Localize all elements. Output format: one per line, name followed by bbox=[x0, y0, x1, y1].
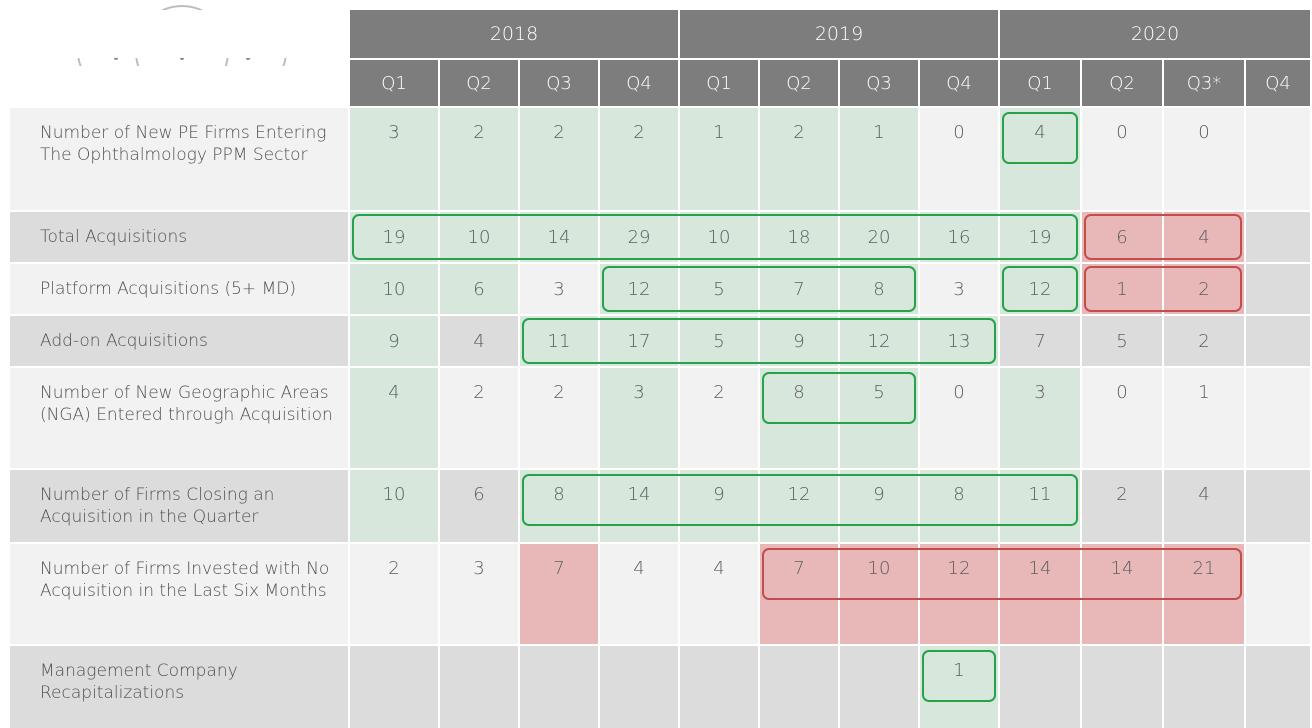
data-cell: 1 bbox=[840, 108, 918, 210]
data-cell: 3 bbox=[520, 264, 598, 314]
data-cell: 8 bbox=[840, 264, 918, 314]
row-label: Number of Firms Closing an Acquisition in the Quarter bbox=[10, 470, 348, 542]
data-cell: 2 bbox=[350, 544, 438, 644]
data-cell: 2 bbox=[440, 108, 518, 210]
data-cell: 2 bbox=[520, 108, 598, 210]
data-cell bbox=[760, 646, 838, 728]
data-cell: 12 bbox=[840, 316, 918, 366]
quarter-header: Q1 bbox=[350, 60, 438, 106]
data-cell: 20 bbox=[840, 212, 918, 262]
data-cell: 14 bbox=[1082, 544, 1162, 644]
quarter-header: Q1 bbox=[1000, 60, 1080, 106]
data-cell: 13 bbox=[920, 316, 998, 366]
data-cell: 7 bbox=[520, 544, 598, 644]
quarter-header: Q3* bbox=[1164, 60, 1244, 106]
data-cell: 3 bbox=[350, 108, 438, 210]
data-cell bbox=[1246, 264, 1310, 314]
data-cell: 14 bbox=[600, 470, 678, 542]
quarter-header: Q4 bbox=[1246, 60, 1310, 106]
data-cell: 1 bbox=[680, 108, 758, 210]
data-cell: 1 bbox=[920, 646, 998, 728]
data-cell bbox=[1164, 646, 1244, 728]
data-cell: 4 bbox=[1164, 212, 1244, 262]
data-cell: 0 bbox=[920, 368, 998, 468]
year-header-2019: 2019 bbox=[680, 10, 998, 58]
data-cell: 12 bbox=[1000, 264, 1080, 314]
data-cell: 4 bbox=[1164, 470, 1244, 542]
data-cell: 12 bbox=[920, 544, 998, 644]
data-cell: 10 bbox=[840, 544, 918, 644]
data-cell bbox=[350, 646, 438, 728]
header-blank bbox=[10, 10, 348, 58]
quarter-header: Q4 bbox=[920, 60, 998, 106]
data-cell: 4 bbox=[600, 544, 678, 644]
data-cell: 9 bbox=[680, 470, 758, 542]
data-cell: 2 bbox=[760, 108, 838, 210]
row-label: Platform Acquisitions (5+ MD) bbox=[10, 264, 348, 314]
year-header-2020: 2020 bbox=[1000, 10, 1310, 58]
data-cell: 0 bbox=[1082, 108, 1162, 210]
data-cell: 8 bbox=[760, 368, 838, 468]
data-cell: 14 bbox=[1000, 544, 1080, 644]
data-cell: 0 bbox=[1082, 368, 1162, 468]
data-cell: 10 bbox=[440, 212, 518, 262]
data-cell: 12 bbox=[760, 470, 838, 542]
data-cell: 1 bbox=[1082, 264, 1162, 314]
data-cell: 6 bbox=[1082, 212, 1162, 262]
year-header-2018: 2018 bbox=[350, 10, 678, 58]
data-cell bbox=[1246, 646, 1310, 728]
data-cell: 0 bbox=[1164, 108, 1244, 210]
data-cell: 8 bbox=[520, 470, 598, 542]
data-cell bbox=[1246, 316, 1310, 366]
data-cell: 2 bbox=[1164, 264, 1244, 314]
data-cell: 7 bbox=[760, 264, 838, 314]
data-cell: 6 bbox=[440, 470, 518, 542]
quarter-header: Q3 bbox=[840, 60, 918, 106]
data-cell: 9 bbox=[840, 470, 918, 542]
row-label: Number of New Geographic Areas (NGA) Entered through Acquisition bbox=[10, 368, 348, 468]
data-cell bbox=[840, 646, 918, 728]
data-cell: 2 bbox=[1164, 316, 1244, 366]
data-cell: 4 bbox=[680, 544, 758, 644]
data-cell: 5 bbox=[680, 316, 758, 366]
data-cell: 10 bbox=[680, 212, 758, 262]
data-cell: 1 bbox=[1164, 368, 1244, 468]
data-cell: 2 bbox=[440, 368, 518, 468]
quarter-header: Q2 bbox=[1082, 60, 1162, 106]
data-cell: 5 bbox=[840, 368, 918, 468]
data-cell: 2 bbox=[1082, 470, 1162, 542]
data-cell bbox=[1246, 368, 1310, 468]
data-cell: 9 bbox=[760, 316, 838, 366]
data-cell: 3 bbox=[600, 368, 678, 468]
data-cell: 3 bbox=[1000, 368, 1080, 468]
data-cell bbox=[680, 646, 758, 728]
data-cell: 17 bbox=[600, 316, 678, 366]
quarter-header: Q1 bbox=[680, 60, 758, 106]
data-cell: 3 bbox=[440, 544, 518, 644]
data-cell: 5 bbox=[1082, 316, 1162, 366]
data-cell: 4 bbox=[1000, 108, 1080, 210]
data-cell: 18 bbox=[760, 212, 838, 262]
data-cell bbox=[440, 646, 518, 728]
data-cell: 2 bbox=[520, 368, 598, 468]
data-cell: 14 bbox=[520, 212, 598, 262]
data-cell: 10 bbox=[350, 264, 438, 314]
quarter-header: Q2 bbox=[760, 60, 838, 106]
data-cell bbox=[1000, 646, 1080, 728]
data-cell bbox=[1246, 108, 1310, 210]
data-cell: 2 bbox=[680, 368, 758, 468]
data-cell: 11 bbox=[1000, 470, 1080, 542]
data-cell: 5 bbox=[680, 264, 758, 314]
data-cell bbox=[520, 646, 598, 728]
data-cell: 0 bbox=[920, 108, 998, 210]
row-label: Management Company Recapitalizations bbox=[10, 646, 348, 728]
row-label: Total Acquisitions bbox=[10, 212, 348, 262]
data-cell: 7 bbox=[760, 544, 838, 644]
data-cell: 4 bbox=[440, 316, 518, 366]
data-cell bbox=[1246, 212, 1310, 262]
data-cell: 3 bbox=[920, 264, 998, 314]
quarter-header: Q2 bbox=[440, 60, 518, 106]
data-cell: 8 bbox=[920, 470, 998, 542]
data-cell bbox=[1246, 544, 1310, 644]
data-cell: 21 bbox=[1164, 544, 1244, 644]
data-cell bbox=[600, 646, 678, 728]
data-cell: 10 bbox=[350, 470, 438, 542]
row-label: Number of Firms Invested with No Acquisition in the Last Six Months bbox=[10, 544, 348, 644]
data-cell: 19 bbox=[350, 212, 438, 262]
quarter-header: Q3 bbox=[520, 60, 598, 106]
data-cell bbox=[1082, 646, 1162, 728]
data-cell: 6 bbox=[440, 264, 518, 314]
quarter-header: Q4 bbox=[600, 60, 678, 106]
data-cell: 16 bbox=[920, 212, 998, 262]
data-cell: 19 bbox=[1000, 212, 1080, 262]
data-cell: 2 bbox=[600, 108, 678, 210]
data-cell: 4 bbox=[350, 368, 438, 468]
data-cell: 7 bbox=[1000, 316, 1080, 366]
data-cell: 11 bbox=[520, 316, 598, 366]
data-cell: 12 bbox=[600, 264, 678, 314]
row-label: Number of New PE Firms Entering The Ophthalmology PPM Sector bbox=[10, 108, 348, 210]
data-cell: 9 bbox=[350, 316, 438, 366]
data-cell bbox=[1246, 470, 1310, 542]
data-cell: 29 bbox=[600, 212, 678, 262]
row-label: Add-on Acquisitions bbox=[10, 316, 348, 366]
